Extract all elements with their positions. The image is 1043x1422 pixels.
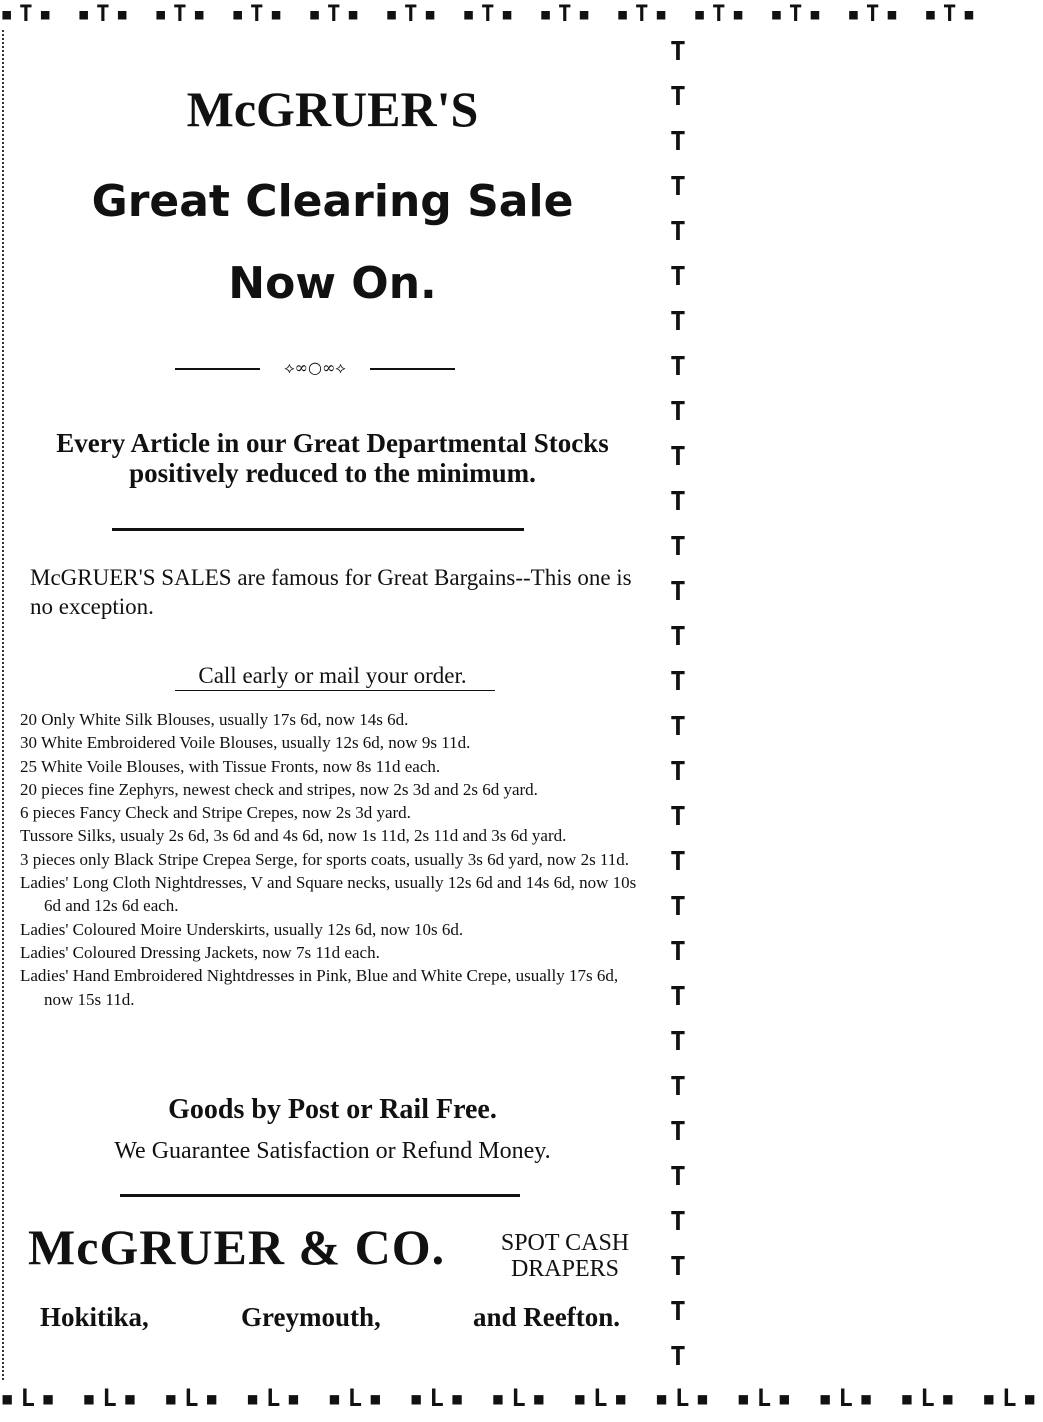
ornament-divider: ⟡∞○∞⟡ — [175, 358, 455, 378]
price-list — [20, 708, 650, 1011]
list-item: Ladies' Hand Embroidered Nightdresses in Pink, Blue and White Crepe, usually 17s 6d, now 15s 11d. — [20, 966, 619, 1009]
tagline-line: SPOT CASH — [500, 1230, 630, 1256]
decorative-border-right: T T T T T T T T T T T T T T T T T T T T T T T T T T T T T T — [670, 37, 686, 1372]
reduction-line-2: positively reduced to the minimum. — [129, 458, 536, 488]
tagline-line: DRAPERS — [510, 1256, 620, 1282]
delivery-note: Goods by Post or Rail Free. — [168, 1094, 497, 1125]
list-item: 20 pieces fine Zephyrs, newest check and stripes, now 2s 3d and 2s 6d yard. — [20, 779, 538, 799]
decorative-border-left — [2, 30, 4, 1380]
sale-subheadline: Now On. — [228, 258, 437, 309]
list-item: Ladies' Coloured Dressing Jackets, now 7s 11d each. — [20, 942, 380, 962]
sales-paragraph: McGRUER'S SALES are famous for Great Bargains--This one is no exception. — [30, 565, 632, 619]
list-item: 30 White Embroidered Voile Blouses, usually 12s 6d, now 9s 11d. — [20, 733, 471, 753]
list-item: Ladies' Coloured Moire Underskirts, usually 12s 6d, now 10s 6d. — [20, 919, 464, 939]
town-name: Hokitika, — [40, 1302, 149, 1332]
firm-tagline — [480, 1230, 650, 1282]
divider-rule — [112, 528, 524, 531]
decorative-border-top: ▪T▪ ▪T▪ ▪T▪ ▪T▪ ▪T▪ ▪T▪ ▪T▪ ▪T▪ ▪T▪ ▪T▪ ▪T▪ ▪T▪ ▪T▪ — [0, 2, 982, 27]
sale-headline: Great Clearing Sale — [91, 176, 574, 227]
divider-rule — [120, 1194, 520, 1197]
decorative-border-bottom: ▪L▪ ▪L▪ ▪L▪ ▪L▪ ▪L▪ ▪L▪ ▪L▪ ▪L▪ ▪L▪ ▪L▪ ▪L▪ ▪L▪ ▪L▪ — [0, 1384, 1043, 1412]
town-name: Greymouth, — [241, 1302, 381, 1332]
thin-divider — [175, 690, 495, 691]
list-item: 25 White Voile Blouses, with Tissue Fronts, now 8s 11d each. — [20, 756, 441, 776]
list-item: 3 pieces only Black Stripe Crepea Serge, for sports coats, usually 3s 6d yard, now 2s 11d. — [20, 849, 630, 869]
call-early-text: Call early or mail your order. — [198, 663, 467, 688]
list-item: Ladies' Long Cloth Nightdresses, V and Square necks, usually 12s 6d and 14s 6d, now 10s 6d and 12s 6d each. — [20, 873, 637, 916]
store-title: McGRUER'S — [186, 81, 479, 137]
list-item: 20 Only White Silk Blouses, usually 17s 6d, now 14s 6d. — [20, 710, 409, 729]
list-item: Tussore Silks, usualy 2s 6d, 3s 6d and 4s 6d, now 1s 11d, 2s 11d and 3s 6d yard. — [20, 826, 567, 846]
list-item: 6 pieces Fancy Check and Stripe Crepes, now 2s 3d yard. — [20, 803, 411, 823]
guarantee-note: We Guarantee Satisfaction or Refund Money. — [114, 1138, 551, 1164]
town-name: and Reefton. — [473, 1302, 620, 1332]
store-locations — [40, 1302, 620, 1333]
firm-name: McGRUER & CO. — [28, 1219, 446, 1275]
reduction-line-1: Every Article in our Great Departmental Stocks — [56, 428, 609, 458]
